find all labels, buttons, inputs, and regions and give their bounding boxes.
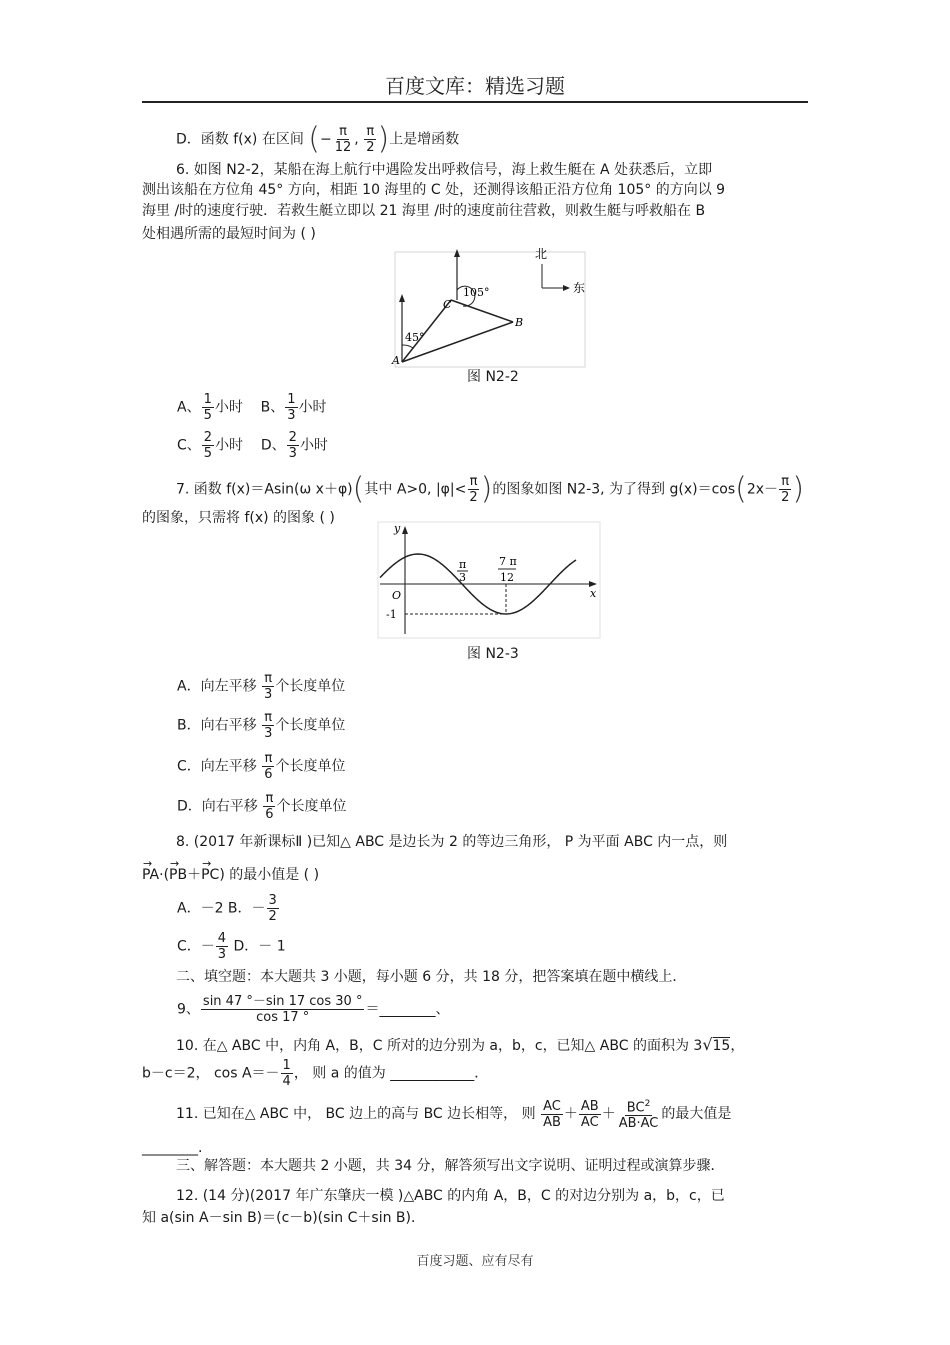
q7-option-d: D．向右平移 $\frac{\pi}{6}$ 个长度单位 [177, 791, 347, 822]
q7-line-1: 7. 函数 f(x)＝Asin(ω x＋φ)(其中 A>0, |φ|< $\frac{\pi}{2}$ )的图象如图 N2-3, 为了得到 g(x)＝cos(2x－ $\frac{\pi}{2}$ ) [176, 471, 805, 507]
angle-105-label: 105° [463, 286, 490, 299]
q11-line-1: 11. 已知在△ ABC 中， BC 边上的高与 BC 边长相等， 则 $\frac{AC}{AB}$ ＋ $\frac{AB}{AC}$ ＋ $\frac{BC^2}{AB\cdot AC}$ 的最大值是 [176, 1098, 732, 1132]
section-fill-in: 二、填空题：本大题共 3 小题，每小题 6 分，共 18 分，把答案填在题中横线上． [176, 969, 687, 985]
compass-east-label: 东 [573, 281, 586, 295]
q7-option-b: B．向右平移 $\frac{\pi}{3}$ 个长度单位 [177, 710, 346, 741]
q11-line-2: ________. [142, 1140, 203, 1156]
q6-line-4: 处相遇所需的最短时间为 ( ) [142, 226, 316, 242]
segment-cb [451, 300, 513, 322]
angle-45-label: 45° [405, 331, 425, 344]
q10-line-2: b－c＝2， cos A＝－ $\frac{1}{4}$ ， 则 a 的值为 ____________． [142, 1058, 489, 1089]
north-arrow-a [399, 294, 405, 302]
header-rule [142, 101, 808, 103]
figure-n2-3 [378, 522, 602, 640]
q12-line-1: 12. (14 分)(2017 年广东肇庆一模 )△ABC 的内角 A，B，C 的对边分别为 a，b，c，已 [176, 1188, 725, 1204]
q7-option-c: C．向左平移 $\frac{\pi}{6}$ 个长度单位 [177, 751, 346, 782]
q9: 9、 $\frac{\sin 47 ^\circ-\sin 17 \cos 30 ^\circ}{\cos 17 ^\circ}$ ＝________、 [177, 994, 450, 1025]
q5-option-d: D．函数 f(x) 在区间 (− $\frac{\pi}{12}$ , $\frac{\pi}{2}$ )上是增函数 [176, 121, 460, 157]
figure-caption-n2-3: 图 N2-3 [467, 646, 519, 662]
point-a-label: A [392, 354, 400, 367]
figure-n2-2 [392, 242, 595, 370]
x-axis-label: x [590, 587, 597, 600]
q6-line-1: 6. 如图 N2-2，某船在海上航行中遇险发出呼救信号，海上救生艇在 A 处获悉后，立即 [176, 162, 713, 178]
q8-line-2: → PA·(→ PB＋→ PC) 的最小值是 ( ) [142, 866, 319, 884]
q6-line-2: 测出该船在方位角 45° 方向，相距 10 海里的 C 处，还测得该船正沿方位角 105° 的方向以 9 [142, 182, 726, 198]
north-arrow-c [454, 249, 460, 257]
q8-options-cd: C．－ $\frac{4}{3}$ D．－ 1 [177, 931, 286, 962]
point-c-label: C [443, 298, 452, 311]
q7-option-a: A．向左平移 $\frac{\pi}{3}$ 个长度单位 [177, 671, 346, 702]
page-title: 百度文库：精选习题 [385, 74, 565, 98]
tick-7pi-12-num: 7 π [499, 555, 517, 568]
y-axis-arrow [402, 526, 408, 534]
q8-options-ab: A．－2 B．－ $\frac{3}{2}$ [177, 893, 277, 924]
q6-options-cd: C、 $\frac{2}{5}$ 小时 D、 $\frac{2}{3}$ 小时 [177, 430, 328, 461]
q8-line-1: 8. (2017 年新课标Ⅱ )已知△ ABC 是边长为 2 的等边三角形， P 为平面 ABC 内一点，则 [176, 834, 728, 850]
tick-7pi-12-den: 12 [500, 571, 514, 584]
figure-caption-n2-2: 图 N2-2 [467, 369, 519, 385]
page-footer: 百度习题、应有尽有 [416, 1254, 534, 1269]
q10-line-1: 10. 在△ ABC 中，内角 A，B，C 所对的边分别为 a，b，c，已知△ ABC 的面积为 3√15， [176, 1035, 745, 1054]
origin-label: O [392, 589, 402, 602]
section-answer: 三、解答题：本大题共 2 小题，共 34 分，解答须写出文字说明、证明过程或演算步骤． [176, 1158, 725, 1174]
q6-options-ab: A、 $\frac{1}{5}$ 小时 B、 $\frac{1}{3}$ 小时 [177, 392, 327, 423]
q12-line-2: 知 a(sin A－sin B)＝(c－b)(sin C＋sin B)． [142, 1210, 425, 1226]
tick-pi-3-num: π [459, 558, 467, 571]
figure-frame [395, 252, 585, 367]
point-b-label: B [515, 316, 524, 329]
angle-arc-a [402, 345, 413, 348]
tick-pi-3-den: 3 [459, 571, 466, 584]
compass-arrow [563, 285, 570, 291]
figure-frame [378, 522, 600, 638]
y-axis-label: y [394, 522, 401, 535]
q6-line-3: 海里 /时的速度行驶．若救生艇立即以 21 海里 /时的速度前往营救，则救生艇与呼救船在 B [142, 203, 706, 219]
minus-one-label: -1 [386, 608, 397, 621]
compass-north-label: 北 [535, 247, 548, 261]
q7-line-2: 的图象，只需将 f(x) 的图象 ( ) [142, 510, 335, 526]
